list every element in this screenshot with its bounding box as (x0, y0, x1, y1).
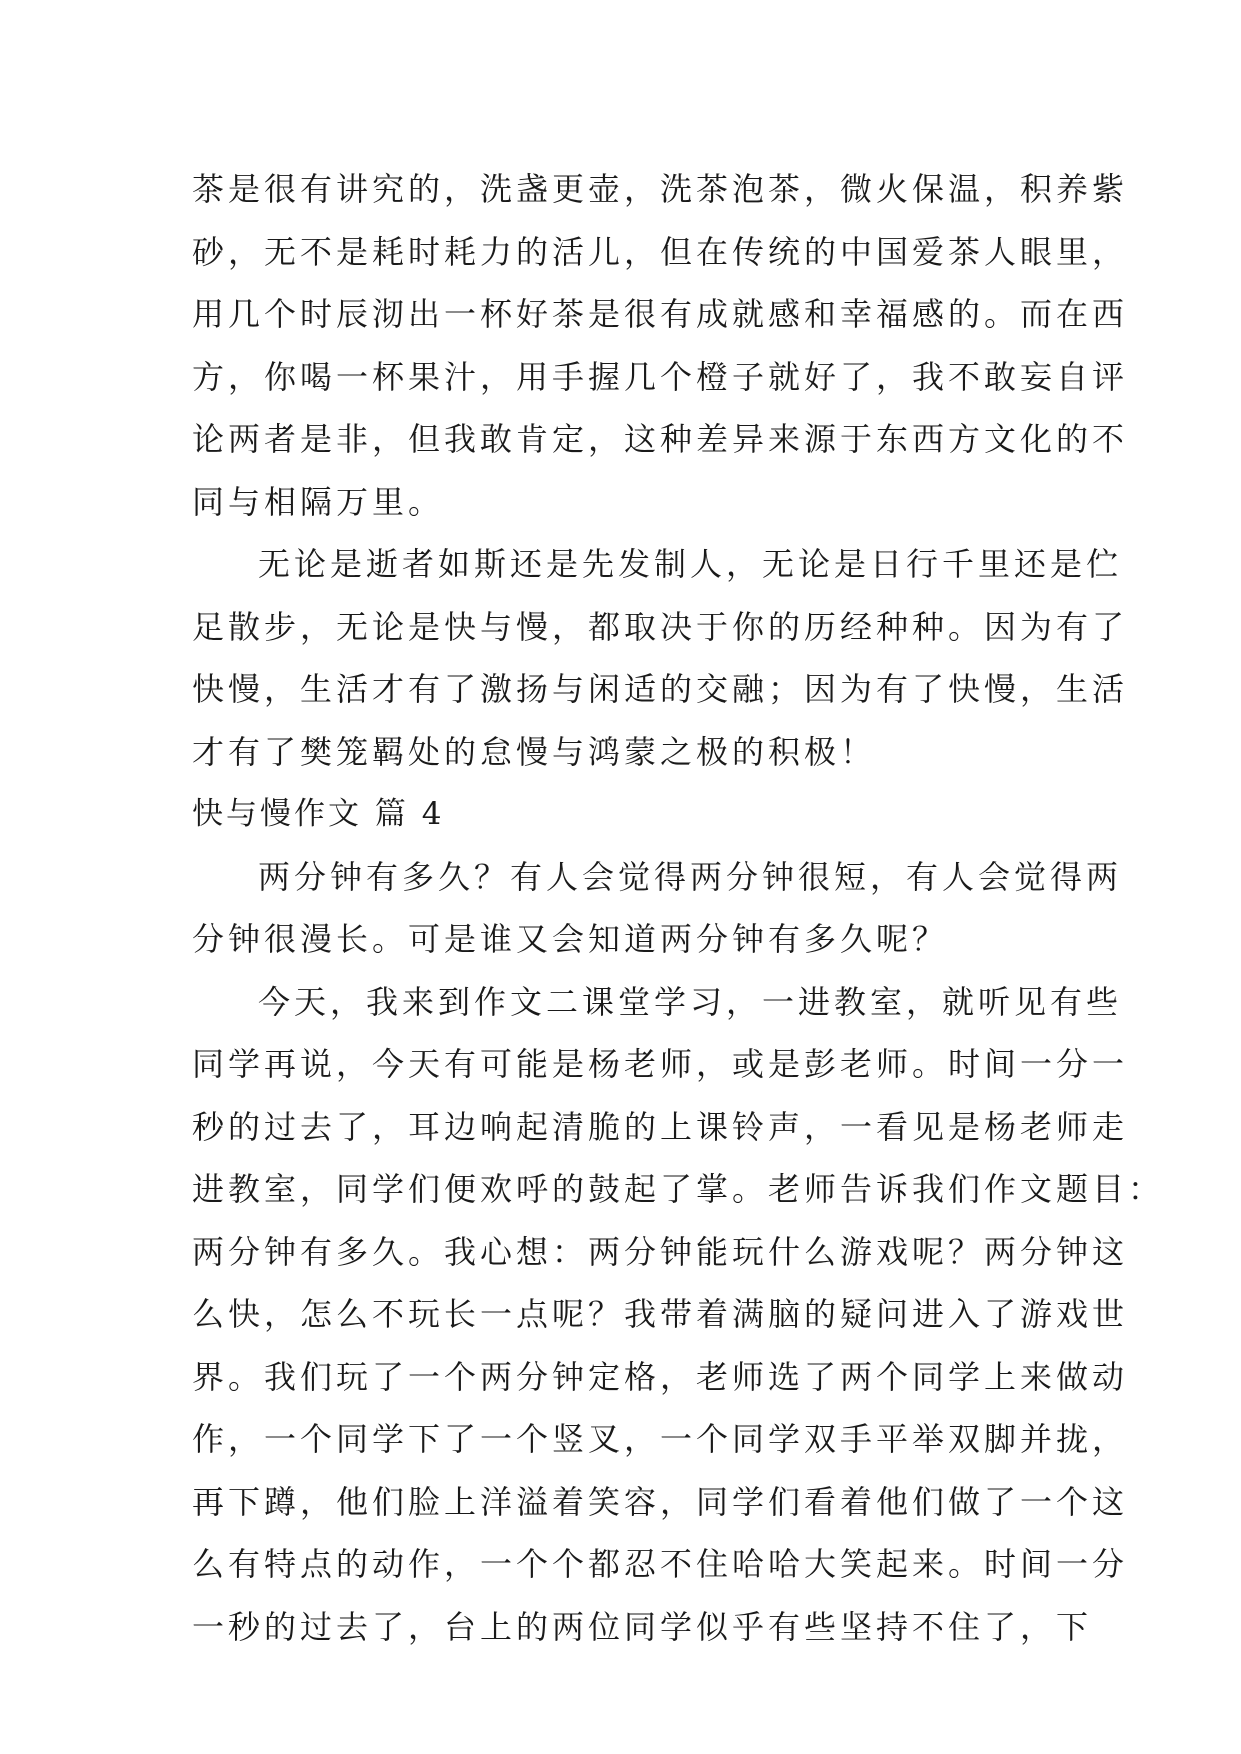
text-line: 再下蹲，他们脸上洋溢着笑容，同学们看着他们做了一个这 (192, 1482, 1129, 1521)
text-line: 无论是逝者如斯还是先发制人，无论是日行千里还是伫 (258, 545, 1123, 583)
section-heading: 快与慢作文 篇 4 (192, 796, 445, 832)
text-line: 两分钟有多久。我心想：两分钟能玩什么游戏呢？两分钟这 (192, 1232, 1129, 1271)
document-body (192, 158, 1165, 1658)
text-line: 方，你喝一杯果汁，用手握几个橙子就好了，我不敢妄自评 (192, 357, 1129, 396)
text-line: 进教室，同学们便欢呼的鼓起了掌。老师告诉我们作文题目： (192, 1170, 1165, 1208)
text-line: 砂，无不是耗时耗力的活儿，但在传统的中国爱茶人眼里， (192, 232, 1129, 271)
text-line: 同学再说，今天有可能是杨老师，或是彭老师。时间一分一 (192, 1045, 1129, 1083)
text-line: 作，一个同学下了一个竖叉，一个同学双手平举双脚并拢， (192, 1420, 1129, 1458)
paragraph-classroom-story (192, 971, 1165, 1659)
text-line: 界。我们玩了一个两分钟定格，老师选了两个同学上来做动 (192, 1357, 1129, 1396)
text-line: 么有特点的动作，一个个都忍不住哈哈大笑起来。时间一分 (192, 1545, 1129, 1583)
text-line: 分钟很漫长。可是谁又会知道两分钟有多久呢？ (192, 920, 949, 958)
text-line: 两分钟有多久？有人会觉得两分钟很短，有人会觉得两 (258, 857, 1123, 896)
text-line: 足散步，无论是快与慢，都取决于你的历经种种。因为有了 (192, 607, 1129, 646)
text-line: 论两者是非，但我敢肯定，这种差异来源于东西方文化的不 (192, 420, 1129, 458)
text-line: 么快，怎么不玩长一点呢？我带着满脑的疑问进入了游戏世 (192, 1295, 1129, 1333)
text-line: 今天，我来到作文二课堂学习，一进教室，就听见有些 (258, 982, 1123, 1021)
text-line: 才有了樊笼羁处的怠慢与鸿蒙之极的积极！ (192, 732, 877, 771)
paragraph-conclusion (192, 533, 1129, 783)
text-line: 茶是很有讲究的，洗盏更壶，洗茶泡茶，微火保温，积养紫 (192, 170, 1129, 208)
text-line: 同与相隔万里。 (192, 482, 445, 521)
text-line: 快慢，生活才有了激扬与闲适的交融；因为有了快慢，生活 (192, 670, 1129, 708)
paragraph-tea (192, 158, 1129, 533)
text-line: 用几个时辰沏出一杯好茶是很有成就感和幸福感的。而在西 (192, 295, 1129, 333)
text-line: 一秒的过去了，台上的两位同学似乎有些坚持不住了，下 (192, 1607, 1093, 1646)
text-line: 秒的过去了，耳边响起清脆的上课铃声，一看见是杨老师走 (192, 1107, 1129, 1146)
paragraph-two-minutes-intro (192, 846, 1123, 971)
